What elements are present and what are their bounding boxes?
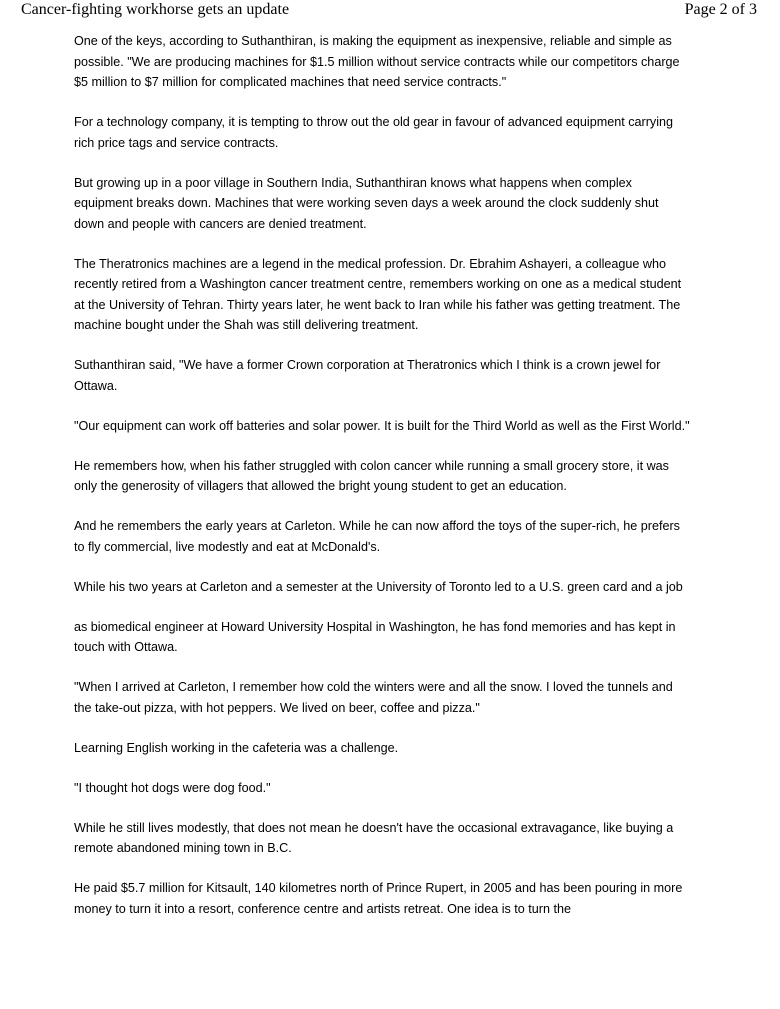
paragraph: One of the keys, according to Suthanthiran, is making the equipment as inexpensive, reliable and simple as possible. "We are producing machines for $1.5 million without service contracts while our competitors charge $5 million to $7 million for complicated machines that need service contracts.": [74, 34, 680, 89]
page-title: Cancer-fighting workhorse gets an update: [21, 1, 290, 18]
paragraph: While he still lives modestly, that does not mean he doesn't have the occasional extravagance, like buying a remote abandoned mining town in B.C.: [74, 820, 674, 855]
paragraph: "I thought hot dogs were dog food.": [74, 780, 271, 795]
paragraph: as biomedical engineer at Howard University Hospital in Washington, he has fond memories and has kept in touch with Ottawa.: [74, 619, 676, 654]
paragraph: He paid $5.7 million for Kitsault, 140 kilometres north of Prince Rupert, in 2005 and has been pouring in more money to turn it into a resort, conference centre and artists retreat. One idea is to turn the: [74, 881, 683, 916]
paragraph: And he remembers the early years at Carleton. While he can now afford the toys of the super-rich, he prefers to fly commercial, live modestly and eat at McDonald's.: [74, 519, 680, 554]
paragraph: He remembers how, when his father struggled with colon cancer while running a small grocery store, it was only the generosity of villagers that allowed the bright young student to get an education.: [74, 458, 669, 493]
paragraph: The Theratronics machines are a legend in the medical profession. Dr. Ebrahim Ashayeri, a colleague who recently retired from a Washington cancer treatment centre, remembers working on one as a medical student at the University of Tehran. Thirty years later, he went back to Iran while his father was getting treatment. The machine bought under the Shah was still delivering treatment.: [74, 256, 682, 332]
paragraph: While his two years at Carleton and a semester at the University of Toronto led to a U.S. green card and a job: [74, 579, 683, 594]
paragraph: "When I arrived at Carleton, I remember how cold the winters were and all the snow. I loved the tunnels and the take-out pizza, with hot peppers. We lived on beer, coffee and pizza.": [74, 680, 673, 715]
paragraph: Learning English working in the cafeteria was a challenge.: [74, 740, 399, 755]
paragraph: "Our equipment can work off batteries and solar power. It is built for the Third World as well as the First World.": [74, 418, 690, 433]
paragraph: Suthanthiran said, "We have a former Crown corporation at Theratronics which I think is a crown jewel for Ottawa.: [74, 358, 661, 393]
paragraph: But growing up in a poor village in Southern India, Suthanthiran knows what happens when complex equipment breaks down. Machines that were working seven days a week around the clock suddenly shut down and people with cancers are denied treatment.: [74, 175, 659, 231]
article-body: [74, 31, 690, 939]
page-header: [0, 0, 780, 22]
page-indicator: Page 2 of 3: [684, 1, 757, 18]
paragraph: For a technology company, it is tempting to throw out the old gear in favour of advanced equipment carrying rich price tags and service contracts.: [74, 115, 674, 150]
